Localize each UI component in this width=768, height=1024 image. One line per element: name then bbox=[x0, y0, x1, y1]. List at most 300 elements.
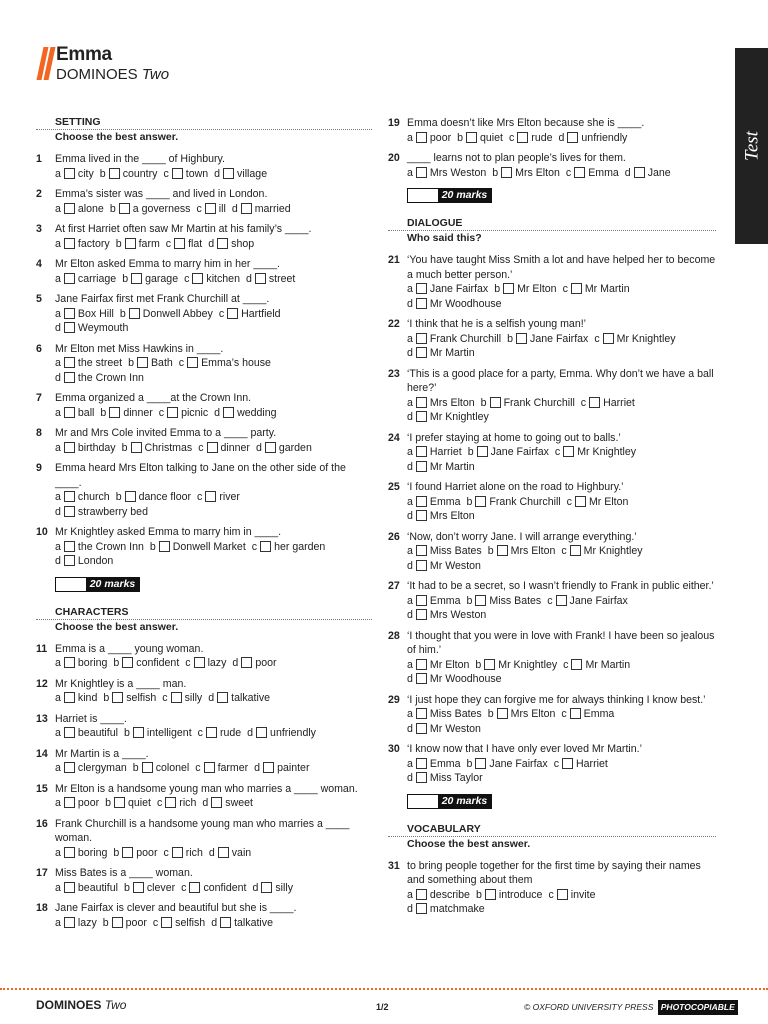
answer-checkbox[interactable] bbox=[207, 442, 218, 453]
answer-option[interactable] bbox=[208, 691, 270, 706]
answer-checkbox[interactable] bbox=[466, 132, 477, 143]
answer-checkbox[interactable] bbox=[260, 541, 271, 552]
answer-option[interactable] bbox=[407, 509, 475, 524]
answer-checkbox[interactable] bbox=[416, 461, 427, 472]
answer-option[interactable] bbox=[55, 796, 99, 811]
answer-option[interactable] bbox=[407, 888, 470, 903]
answer-checkbox[interactable] bbox=[64, 372, 75, 383]
question-text: Emma’s sister was ____ and lived in London. bbox=[55, 188, 268, 200]
answer-checkbox[interactable] bbox=[64, 357, 75, 368]
answer-checkbox[interactable] bbox=[204, 762, 215, 773]
answer-checkbox[interactable] bbox=[172, 168, 183, 179]
answer-option[interactable] bbox=[55, 540, 144, 555]
answer-option[interactable] bbox=[55, 490, 110, 505]
answer-checkbox[interactable] bbox=[255, 273, 266, 284]
answer-checkbox[interactable] bbox=[556, 595, 567, 606]
answer-option[interactable] bbox=[407, 672, 502, 687]
answer-option[interactable] bbox=[232, 656, 276, 671]
option-letter: b bbox=[480, 396, 487, 409]
option-text: Emma bbox=[583, 708, 615, 720]
answer-option[interactable] bbox=[55, 916, 97, 931]
answer-option[interactable] bbox=[254, 761, 309, 776]
answer-checkbox[interactable] bbox=[497, 545, 508, 556]
page-title: Emma bbox=[56, 44, 112, 65]
answer-checkbox[interactable] bbox=[227, 308, 238, 319]
answer-option[interactable] bbox=[407, 707, 482, 722]
answer-checkbox[interactable] bbox=[64, 506, 75, 517]
answer-option[interactable] bbox=[407, 131, 451, 146]
question-number: 6 bbox=[36, 342, 42, 355]
option-text: introduce bbox=[498, 888, 543, 901]
answer-checkbox[interactable] bbox=[416, 673, 427, 684]
option-letter: c bbox=[565, 166, 572, 179]
answer-option[interactable] bbox=[407, 166, 486, 181]
answer-checkbox[interactable] bbox=[475, 496, 486, 507]
answer-option[interactable] bbox=[100, 406, 152, 421]
answer-checkbox[interactable] bbox=[571, 659, 582, 670]
question-number: 3 bbox=[36, 223, 42, 235]
answer-checkbox[interactable] bbox=[241, 203, 252, 214]
answer-option[interactable] bbox=[246, 272, 295, 287]
answer-option[interactable] bbox=[150, 540, 246, 555]
answer-option[interactable] bbox=[407, 495, 461, 510]
answer-checkbox[interactable] bbox=[64, 555, 75, 566]
answer-checkbox[interactable] bbox=[112, 917, 123, 928]
answer-option[interactable] bbox=[476, 888, 543, 903]
answer-checkbox[interactable] bbox=[416, 609, 427, 620]
answer-option[interactable] bbox=[407, 346, 475, 361]
answer-option[interactable] bbox=[507, 332, 588, 347]
answer-checkbox[interactable] bbox=[416, 411, 427, 422]
option-text: Miss Bates bbox=[429, 708, 482, 720]
answer-checkbox[interactable] bbox=[194, 657, 205, 668]
answer-option[interactable] bbox=[548, 888, 595, 903]
answer-option[interactable] bbox=[55, 656, 107, 671]
question-number: 17 bbox=[36, 867, 48, 879]
answer-option[interactable] bbox=[214, 167, 267, 182]
answer-checkbox[interactable] bbox=[220, 917, 231, 928]
question bbox=[36, 426, 372, 455]
answer-checkbox[interactable] bbox=[416, 560, 427, 571]
question-text: ‘I thought that you were in love with Frank! I have been so jealous of him.’ bbox=[407, 629, 715, 656]
option-text: Box Hill bbox=[77, 307, 114, 320]
answer-option[interactable] bbox=[252, 540, 326, 555]
answer-checkbox[interactable] bbox=[557, 889, 568, 900]
answer-checkbox[interactable] bbox=[64, 203, 75, 214]
answer-checkbox[interactable] bbox=[475, 595, 486, 606]
answer-option[interactable] bbox=[120, 307, 213, 322]
answer-option[interactable] bbox=[55, 441, 116, 456]
answer-option[interactable] bbox=[103, 916, 147, 931]
answer-option[interactable] bbox=[581, 396, 635, 411]
answer-checkbox[interactable] bbox=[189, 882, 200, 893]
answer-checkbox[interactable] bbox=[416, 595, 427, 606]
answer-checkbox[interactable] bbox=[187, 357, 198, 368]
answer-option[interactable] bbox=[163, 846, 202, 861]
answer-option[interactable] bbox=[181, 881, 246, 896]
answer-option[interactable] bbox=[55, 272, 116, 287]
option-letter: a bbox=[55, 540, 61, 553]
answer-checkbox[interactable] bbox=[217, 238, 228, 249]
answer-checkbox[interactable] bbox=[159, 541, 170, 552]
answer-option[interactable] bbox=[124, 726, 192, 741]
option-letter: d bbox=[55, 505, 61, 518]
answer-option[interactable] bbox=[407, 544, 482, 559]
answer-checkbox[interactable] bbox=[64, 847, 75, 858]
answer-option[interactable] bbox=[407, 297, 502, 312]
answer-checkbox[interactable] bbox=[167, 407, 178, 418]
answer-checkbox[interactable] bbox=[416, 545, 427, 556]
answer-checkbox[interactable] bbox=[64, 308, 75, 319]
answer-option[interactable] bbox=[202, 796, 253, 811]
answer-checkbox[interactable] bbox=[589, 397, 600, 408]
answer-option[interactable] bbox=[103, 691, 156, 706]
answer-option[interactable] bbox=[457, 131, 503, 146]
answer-checkbox[interactable] bbox=[64, 491, 75, 502]
option-row bbox=[55, 406, 372, 421]
answer-option[interactable] bbox=[55, 881, 118, 896]
answer-option[interactable] bbox=[407, 332, 501, 347]
answer-option[interactable] bbox=[196, 202, 225, 217]
marks-score-field[interactable] bbox=[408, 795, 438, 808]
answer-checkbox[interactable] bbox=[256, 727, 267, 738]
answer-option[interactable] bbox=[475, 658, 557, 673]
answer-checkbox[interactable] bbox=[64, 442, 75, 453]
answer-checkbox[interactable] bbox=[131, 442, 142, 453]
answer-checkbox[interactable] bbox=[109, 168, 120, 179]
answer-checkbox[interactable] bbox=[131, 273, 142, 284]
answer-checkbox[interactable] bbox=[416, 903, 427, 914]
answer-checkbox[interactable] bbox=[205, 203, 216, 214]
answer-checkbox[interactable] bbox=[64, 168, 75, 179]
answer-option[interactable] bbox=[184, 272, 240, 287]
answer-checkbox[interactable] bbox=[485, 889, 496, 900]
section-instruction: Choose the best answer. bbox=[36, 129, 372, 144]
answer-option[interactable] bbox=[185, 656, 226, 671]
answer-checkbox[interactable] bbox=[171, 692, 182, 703]
answer-checkbox[interactable] bbox=[416, 298, 427, 309]
answer-checkbox[interactable] bbox=[265, 442, 276, 453]
answer-option[interactable] bbox=[407, 410, 489, 425]
option-text: lazy bbox=[77, 916, 97, 929]
option-text: quiet bbox=[128, 797, 151, 809]
answer-checkbox[interactable] bbox=[416, 708, 427, 719]
answer-option[interactable] bbox=[561, 544, 642, 559]
answer-checkbox[interactable] bbox=[64, 407, 75, 418]
answer-checkbox[interactable] bbox=[161, 917, 172, 928]
answer-checkbox[interactable] bbox=[114, 797, 125, 808]
answer-checkbox[interactable] bbox=[416, 167, 427, 178]
answer-checkbox[interactable] bbox=[416, 659, 427, 670]
answer-checkbox[interactable] bbox=[416, 510, 427, 521]
answer-checkbox[interactable] bbox=[416, 333, 427, 344]
answer-option[interactable] bbox=[494, 282, 556, 297]
answer-checkbox[interactable] bbox=[223, 168, 234, 179]
answer-checkbox[interactable] bbox=[261, 882, 272, 893]
answer-option[interactable] bbox=[407, 460, 475, 475]
answer-option[interactable] bbox=[55, 307, 114, 322]
answer-option[interactable] bbox=[407, 445, 462, 460]
answer-checkbox[interactable] bbox=[416, 132, 427, 143]
answer-checkbox[interactable] bbox=[64, 238, 75, 249]
answer-option[interactable] bbox=[211, 916, 273, 931]
answer-option[interactable] bbox=[209, 846, 251, 861]
answer-option[interactable] bbox=[407, 282, 488, 297]
answer-checkbox[interactable] bbox=[497, 708, 508, 719]
answer-option[interactable] bbox=[488, 707, 556, 722]
answer-checkbox[interactable] bbox=[416, 283, 427, 294]
option-letter: b bbox=[457, 131, 464, 144]
answer-option[interactable] bbox=[162, 691, 202, 706]
answer-option[interactable] bbox=[198, 726, 242, 741]
answer-checkbox[interactable] bbox=[484, 659, 495, 670]
answer-checkbox[interactable] bbox=[416, 496, 427, 507]
answer-checkbox[interactable] bbox=[192, 273, 203, 284]
answer-option[interactable] bbox=[247, 726, 316, 741]
answer-checkbox[interactable] bbox=[416, 397, 427, 408]
answer-checkbox[interactable] bbox=[263, 762, 274, 773]
answer-checkbox[interactable] bbox=[571, 283, 582, 294]
answer-checkbox[interactable] bbox=[64, 727, 75, 738]
answer-option[interactable] bbox=[113, 656, 179, 671]
answer-option[interactable] bbox=[55, 406, 94, 421]
answer-option[interactable] bbox=[55, 356, 122, 371]
answer-option[interactable] bbox=[128, 356, 173, 371]
option-text: matchmake bbox=[429, 903, 485, 915]
option-text: lazy bbox=[207, 657, 227, 669]
answer-option[interactable] bbox=[110, 202, 191, 217]
answer-option[interactable] bbox=[100, 167, 158, 182]
answer-checkbox[interactable] bbox=[206, 727, 217, 738]
option-text: rich bbox=[185, 846, 203, 859]
answer-option[interactable] bbox=[116, 490, 191, 505]
answer-option[interactable] bbox=[407, 559, 481, 574]
answer-checkbox[interactable] bbox=[119, 203, 130, 214]
answer-option[interactable] bbox=[214, 406, 276, 421]
answer-checkbox[interactable] bbox=[503, 283, 514, 294]
answer-checkbox[interactable] bbox=[142, 762, 153, 773]
answer-option[interactable] bbox=[122, 272, 178, 287]
answer-checkbox[interactable] bbox=[109, 407, 120, 418]
answer-option[interactable] bbox=[488, 544, 556, 559]
answer-option[interactable] bbox=[407, 658, 469, 673]
answer-option[interactable] bbox=[124, 881, 175, 896]
answer-option[interactable] bbox=[113, 846, 157, 861]
answer-option[interactable] bbox=[55, 505, 148, 520]
answer-checkbox[interactable] bbox=[634, 167, 645, 178]
answer-option[interactable] bbox=[492, 166, 560, 181]
answer-option[interactable] bbox=[122, 441, 193, 456]
question-number: 10 bbox=[36, 526, 48, 538]
answer-option[interactable] bbox=[55, 554, 113, 569]
answer-checkbox[interactable] bbox=[570, 545, 581, 556]
answer-option[interactable] bbox=[407, 757, 461, 772]
option-row bbox=[55, 202, 372, 217]
question-text: ‘This is a good place for a party, Emma. Why don’t we have a ball here?’ bbox=[407, 367, 714, 394]
answer-option[interactable] bbox=[195, 761, 248, 776]
answer-checkbox[interactable] bbox=[172, 847, 183, 858]
option-text: Mr Weston bbox=[429, 559, 481, 572]
option-letter: a bbox=[55, 762, 61, 774]
option-text: ball bbox=[77, 406, 95, 419]
answer-option[interactable] bbox=[563, 658, 630, 673]
answer-option[interactable] bbox=[407, 771, 483, 786]
option-text: Mr Martin bbox=[585, 658, 631, 671]
answer-option[interactable] bbox=[561, 707, 614, 722]
answer-option[interactable] bbox=[55, 202, 104, 217]
answer-checkbox[interactable] bbox=[574, 167, 585, 178]
answer-checkbox[interactable] bbox=[165, 797, 176, 808]
option-text: Emma’s house bbox=[201, 357, 271, 369]
answer-checkbox[interactable] bbox=[125, 491, 136, 502]
answer-checkbox[interactable] bbox=[477, 446, 488, 457]
answer-option[interactable] bbox=[594, 332, 675, 347]
answer-checkbox[interactable] bbox=[64, 657, 75, 668]
answer-option[interactable] bbox=[197, 490, 240, 505]
question-number: 15 bbox=[36, 782, 48, 795]
answer-option[interactable] bbox=[554, 757, 608, 772]
question-number: 19 bbox=[388, 117, 400, 129]
answer-checkbox[interactable] bbox=[570, 708, 581, 719]
answer-checkbox[interactable] bbox=[475, 758, 486, 769]
answer-checkbox[interactable] bbox=[416, 758, 427, 769]
answer-option[interactable] bbox=[133, 761, 189, 776]
answer-option[interactable] bbox=[179, 356, 271, 371]
answer-option[interactable] bbox=[468, 445, 549, 460]
answer-option[interactable] bbox=[157, 796, 196, 811]
answer-checkbox[interactable] bbox=[64, 322, 75, 333]
option-letter: a bbox=[55, 237, 61, 250]
question bbox=[388, 317, 716, 361]
answer-option[interactable] bbox=[208, 237, 254, 252]
option-letter: d bbox=[202, 797, 209, 809]
marks-score-field[interactable] bbox=[56, 578, 86, 591]
option-text: Mr Elton bbox=[429, 658, 470, 671]
option-letter: a bbox=[55, 441, 61, 454]
answer-checkbox[interactable] bbox=[64, 692, 75, 703]
answer-checkbox[interactable] bbox=[174, 238, 185, 249]
answer-option[interactable] bbox=[555, 445, 636, 460]
option-text: Emma bbox=[429, 495, 461, 508]
answer-checkbox[interactable] bbox=[416, 772, 427, 783]
answer-option[interactable] bbox=[625, 166, 671, 181]
answer-checkbox[interactable] bbox=[64, 273, 75, 284]
answer-option[interactable] bbox=[55, 761, 127, 776]
answer-option[interactable] bbox=[55, 726, 118, 741]
option-text: Mrs Weston bbox=[429, 166, 487, 179]
answer-checkbox[interactable] bbox=[416, 889, 427, 900]
answer-option[interactable] bbox=[407, 902, 485, 917]
answer-option[interactable] bbox=[481, 396, 575, 411]
answer-option[interactable] bbox=[55, 237, 110, 252]
answer-checkbox[interactable] bbox=[137, 357, 148, 368]
answer-checkbox[interactable] bbox=[567, 132, 578, 143]
answer-checkbox[interactable] bbox=[112, 692, 123, 703]
answer-checkbox[interactable] bbox=[490, 397, 501, 408]
answer-option[interactable] bbox=[163, 167, 208, 182]
answer-option[interactable] bbox=[55, 167, 94, 182]
answer-option[interactable] bbox=[467, 594, 542, 609]
answer-option[interactable] bbox=[166, 237, 202, 252]
answer-checkbox[interactable] bbox=[211, 797, 222, 808]
question-number: 1 bbox=[36, 153, 42, 165]
answer-checkbox[interactable] bbox=[416, 347, 427, 358]
option-text: Mrs Elton bbox=[515, 166, 560, 179]
answer-option[interactable] bbox=[566, 166, 619, 181]
answer-checkbox[interactable] bbox=[563, 446, 574, 457]
answer-checkbox[interactable] bbox=[125, 238, 136, 249]
answer-option[interactable] bbox=[219, 307, 281, 322]
answer-option[interactable] bbox=[232, 202, 291, 217]
answer-checkbox[interactable] bbox=[129, 308, 140, 319]
answer-checkbox[interactable] bbox=[517, 132, 528, 143]
answer-option[interactable] bbox=[105, 796, 151, 811]
answer-checkbox[interactable] bbox=[575, 496, 586, 507]
answer-checkbox[interactable] bbox=[516, 333, 527, 344]
answer-checkbox[interactable] bbox=[218, 847, 229, 858]
answer-checkbox[interactable] bbox=[241, 657, 252, 668]
answer-checkbox[interactable] bbox=[64, 917, 75, 928]
answer-checkbox[interactable] bbox=[205, 491, 216, 502]
answer-checkbox[interactable] bbox=[133, 882, 144, 893]
option-row bbox=[55, 371, 372, 386]
answer-checkbox[interactable] bbox=[416, 723, 427, 734]
answer-option[interactable] bbox=[407, 722, 481, 737]
answer-option[interactable] bbox=[153, 916, 205, 931]
option-letter: d bbox=[55, 555, 61, 567]
answer-option[interactable] bbox=[563, 282, 630, 297]
answer-option[interactable] bbox=[256, 441, 312, 456]
answer-option[interactable] bbox=[467, 495, 561, 510]
answer-checkbox[interactable] bbox=[64, 541, 75, 552]
answer-option[interactable] bbox=[198, 441, 250, 456]
option-text: Frank Churchill bbox=[489, 495, 561, 508]
answer-option[interactable] bbox=[159, 406, 208, 421]
answer-option[interactable] bbox=[467, 757, 548, 772]
answer-option[interactable] bbox=[252, 881, 293, 896]
answer-option[interactable] bbox=[55, 846, 107, 861]
answer-option[interactable] bbox=[509, 131, 553, 146]
answer-option[interactable] bbox=[567, 495, 629, 510]
answer-checkbox[interactable] bbox=[416, 446, 427, 457]
answer-checkbox[interactable] bbox=[122, 847, 133, 858]
option-text: Mrs Weston bbox=[429, 609, 487, 621]
option-letter: c bbox=[251, 540, 258, 553]
answer-checkbox[interactable] bbox=[603, 333, 614, 344]
answer-checkbox[interactable] bbox=[64, 797, 75, 808]
answer-option[interactable] bbox=[407, 608, 486, 623]
answer-option[interactable] bbox=[116, 237, 160, 252]
question-text: Frank Churchill is a handsome young man who marries a ____ woman. bbox=[55, 817, 350, 844]
answer-option[interactable] bbox=[407, 594, 461, 609]
answer-checkbox[interactable] bbox=[562, 758, 573, 769]
answer-option[interactable] bbox=[55, 321, 128, 336]
answer-option[interactable] bbox=[55, 691, 97, 706]
answer-checkbox[interactable] bbox=[64, 882, 75, 893]
answer-checkbox[interactable] bbox=[122, 657, 133, 668]
answer-checkbox[interactable] bbox=[223, 407, 234, 418]
answer-option[interactable] bbox=[55, 371, 144, 386]
marks-score-field[interactable] bbox=[408, 189, 438, 202]
answer-option[interactable] bbox=[547, 594, 628, 609]
answer-option[interactable] bbox=[407, 396, 475, 411]
answer-checkbox[interactable] bbox=[64, 762, 75, 773]
question bbox=[388, 253, 716, 311]
answer-checkbox[interactable] bbox=[501, 167, 512, 178]
answer-checkbox[interactable] bbox=[133, 727, 144, 738]
answer-checkbox[interactable] bbox=[217, 692, 228, 703]
answer-option[interactable] bbox=[559, 131, 628, 146]
